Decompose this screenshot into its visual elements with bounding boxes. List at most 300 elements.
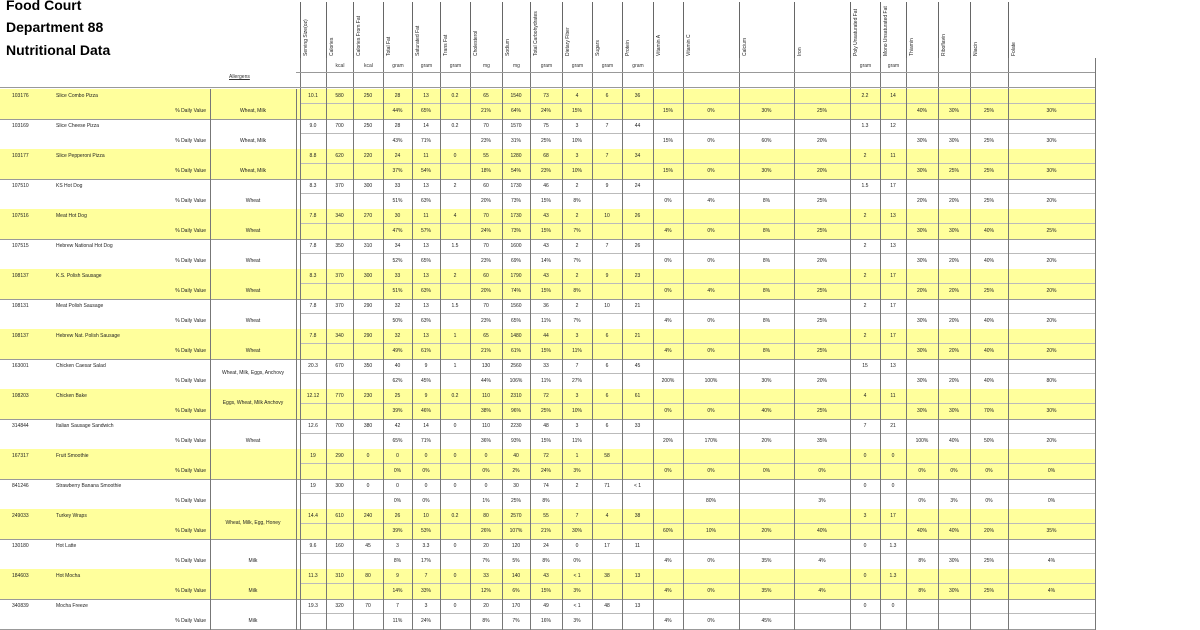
dv-cell: 21% [480, 108, 491, 114]
value-cell: 10 [604, 213, 610, 219]
item-name: Hebrew Nat. Polish Sausage [56, 333, 120, 339]
column-header-label: Sodium [505, 39, 511, 56]
dv-cell: 8% [762, 348, 771, 354]
header-divider [296, 72, 1095, 73]
value-cell: 17 [890, 183, 896, 189]
dv-cell: 20% [948, 258, 959, 264]
dv-cell: 12% [480, 588, 491, 594]
dv-cell [440, 135, 470, 147]
dv-cell: 49% [392, 348, 403, 354]
column-divider [1095, 58, 1096, 630]
dv-cell [906, 615, 938, 627]
dv-cell: 33% [420, 588, 431, 594]
value-cell: 33 [634, 423, 641, 429]
value-cell: 46 [543, 183, 549, 189]
value-cell [653, 150, 683, 162]
dv-cell [326, 315, 353, 327]
column-header [562, 2, 592, 58]
value-cell: 0 [863, 603, 867, 609]
value-cell: 2 [863, 273, 867, 279]
value-cell: 270 [363, 213, 373, 219]
dv-cell [592, 465, 622, 477]
dv-cell: 25% [816, 198, 827, 204]
dv-cell: 0% [707, 108, 715, 114]
value-cell: 20.3 [308, 363, 318, 369]
dv-cell: 25% [983, 198, 994, 204]
dv-cell: 0% [422, 468, 430, 474]
value-cell: 14 [890, 93, 896, 99]
dv-cell: 39% [392, 528, 403, 534]
dv-cell: 20% [662, 438, 673, 444]
unit-cell: gram [383, 60, 412, 72]
value-cell [683, 420, 739, 432]
value-cell: 230 [363, 393, 373, 399]
dv-cell: 10% [571, 168, 582, 174]
value-cell [653, 180, 683, 192]
dv-cell [622, 375, 653, 387]
value-cell: 13 [423, 273, 429, 279]
allergen-cell: Wheat, Milk [239, 168, 267, 174]
dv-cell: 46% [420, 408, 431, 414]
dv-cell: 35% [816, 438, 827, 444]
value-cell: 6 [605, 423, 609, 429]
allergen-cell [210, 465, 296, 477]
column-divider [1008, 58, 1009, 630]
dv-cell [739, 495, 794, 507]
dv-cell: 73% [510, 228, 521, 234]
unit-cell [1008, 60, 1095, 72]
value-cell: 34 [634, 153, 641, 159]
dv-cell: 2% [512, 468, 520, 474]
row-mid-divider [300, 163, 1095, 164]
column-header-label: Calcium [742, 37, 748, 56]
value-cell: 1280 [510, 153, 522, 159]
dv-cell: 15% [662, 138, 673, 144]
dv-cell: 47% [392, 228, 403, 234]
value-cell: 370 [335, 183, 344, 189]
value-cell: 130 [481, 363, 491, 369]
value-cell: 11 [423, 213, 429, 219]
dv-cell: 25% [1046, 228, 1057, 234]
dv-cell [353, 555, 383, 567]
value-cell: 3 [575, 333, 579, 339]
value-cell [683, 570, 739, 582]
table-row [0, 299, 1095, 329]
dv-cell: 0% [707, 318, 715, 324]
item-name: Fruit Smoothie [56, 453, 89, 459]
dv-cell: 30% [1046, 408, 1057, 414]
row-mid-divider [300, 223, 1095, 224]
dv-cell: 25% [816, 228, 827, 234]
value-cell: 7 [575, 363, 579, 369]
dv-cell: 4% [664, 558, 672, 564]
dv-cell: 40% [916, 528, 927, 534]
column-divider [210, 89, 211, 630]
dv-cell [592, 315, 622, 327]
value-cell: 350 [363, 363, 373, 369]
unit-cell: gram [850, 60, 880, 72]
row-mid-divider [300, 133, 1095, 134]
dv-cell: 15% [540, 438, 551, 444]
dv-cell: 0% [707, 558, 715, 564]
value-cell: 0 [453, 603, 457, 609]
value-cell: 17 [890, 303, 896, 309]
dv-cell: 15% [662, 168, 673, 174]
dv-cell [794, 615, 850, 627]
item-code: 103169 [12, 123, 29, 129]
value-cell: 0 [396, 453, 399, 459]
allergen-cell: Wheat, Milk [239, 108, 267, 114]
value-cell: 9.0 [309, 123, 317, 129]
dv-cell: 60% [662, 528, 673, 534]
column-header-label: Protein [625, 40, 631, 56]
unit-cell: kcal [353, 60, 383, 72]
dv-cell [622, 135, 653, 147]
dv-cell [850, 105, 880, 117]
dv-cell [622, 345, 653, 357]
dv-cell: 100% [915, 438, 929, 444]
dv-cell: 54% [510, 168, 521, 174]
dv-cell [592, 225, 622, 237]
value-cell [794, 480, 850, 492]
dv-cell: 20% [1046, 348, 1057, 354]
dv-cell: 40% [948, 438, 959, 444]
column-header [970, 2, 1008, 58]
value-cell: 9 [605, 273, 609, 279]
value-cell [653, 300, 683, 312]
value-cell: 7 [575, 513, 579, 519]
value-cell: 20 [483, 603, 489, 609]
dv-cell: 39% [392, 408, 403, 414]
daily-value-label: % Daily Value [175, 108, 206, 114]
dv-cell [880, 465, 906, 477]
dv-cell: 20% [983, 528, 994, 534]
dv-cell: 80% [705, 498, 716, 504]
dv-cell: 38% [480, 408, 491, 414]
dv-cell [353, 195, 383, 207]
dv-cell: 93% [510, 438, 521, 444]
value-cell [653, 90, 683, 102]
dv-cell: 11% [541, 378, 551, 384]
column-header [412, 2, 440, 58]
value-cell: 140 [511, 573, 521, 579]
allergen-cell: Wheat [245, 438, 261, 444]
value-cell: 0 [424, 453, 428, 459]
dv-cell: 15% [540, 198, 551, 204]
dv-cell [300, 465, 326, 477]
dv-cell: 25% [540, 138, 551, 144]
value-cell: 2 [575, 273, 579, 279]
dv-cell [300, 285, 326, 297]
dv-cell: 21% [480, 348, 491, 354]
column-header-label: Iron [797, 47, 803, 56]
dv-cell [326, 435, 353, 447]
allergens-header: Allergens [229, 74, 250, 80]
dv-cell: 64% [510, 108, 521, 114]
value-cell: 2230 [510, 423, 522, 429]
item-code: 130180 [12, 543, 29, 549]
dv-cell: 7% [573, 228, 581, 234]
dv-cell: 30% [571, 528, 582, 534]
value-cell [739, 540, 794, 552]
value-cell: 1600 [510, 243, 522, 249]
table-row [0, 119, 1095, 149]
daily-value-label: % Daily Value [175, 258, 206, 264]
value-cell: 14.4 [308, 513, 318, 519]
daily-value-label: % Daily Value [175, 168, 206, 174]
value-cell: 7 [863, 423, 867, 429]
dv-cell: 23% [480, 138, 491, 144]
dv-cell: 4% [664, 348, 672, 354]
allergen-cell: Wheat, Milk, Egg, Honey [225, 520, 281, 526]
value-cell: 2310 [510, 393, 522, 399]
dv-cell: 3% [950, 498, 958, 504]
column-header-label: Vitamin A [656, 34, 662, 56]
dv-cell [326, 525, 353, 537]
dv-cell: 20% [948, 288, 959, 294]
dv-cell: 45% [761, 618, 772, 624]
unit-cell: kcal [326, 60, 353, 72]
value-cell: 2 [575, 303, 579, 309]
dv-cell: 35% [761, 588, 772, 594]
dv-cell: 69% [510, 258, 521, 264]
value-cell: 43 [543, 243, 549, 249]
column-header [530, 2, 562, 58]
row-mid-divider [300, 253, 1095, 254]
value-cell: 3 [575, 423, 579, 429]
value-cell: 1730 [510, 213, 522, 219]
value-cell: 74 [543, 483, 549, 489]
column-header [353, 2, 383, 58]
dv-cell: 30% [761, 378, 772, 384]
allergen-cell: Wheat, Milk [239, 138, 267, 144]
dv-cell [850, 345, 880, 357]
dv-cell: 50% [392, 318, 403, 324]
value-cell: 26 [394, 513, 401, 519]
value-cell: 620 [335, 153, 344, 159]
dv-cell [353, 165, 383, 177]
dv-cell: 30% [761, 168, 772, 174]
table-row [0, 239, 1095, 269]
dv-cell [326, 495, 353, 507]
column-divider [739, 58, 740, 630]
value-cell: 13 [423, 303, 429, 309]
dv-cell [850, 375, 880, 387]
value-cell: 110 [482, 423, 490, 429]
dv-cell [938, 615, 970, 627]
value-cell [739, 570, 794, 582]
dv-cell: 24% [480, 228, 491, 234]
value-cell: 290 [363, 303, 373, 309]
dv-cell [592, 585, 622, 597]
value-cell [794, 270, 850, 282]
value-cell: 310 [335, 573, 344, 579]
dv-cell: 0% [707, 168, 715, 174]
value-cell [683, 480, 739, 492]
value-cell: 65 [483, 333, 489, 339]
dv-cell: 4% [664, 618, 672, 624]
unit-cell: gram [440, 60, 470, 72]
table-row [0, 539, 1095, 569]
allergen-cell [210, 495, 296, 507]
daily-value-label: % Daily Value [175, 198, 206, 204]
value-cell [794, 600, 850, 612]
dv-cell [880, 495, 906, 507]
value-cell: 3 [575, 153, 579, 159]
dv-cell: 100% [704, 378, 718, 384]
dv-cell: 8% [762, 318, 771, 324]
table-row [0, 479, 1095, 509]
dv-cell: 3% [818, 498, 826, 504]
value-cell [794, 240, 850, 252]
daily-value-label: % Daily Value [175, 438, 206, 444]
dv-cell [440, 345, 470, 357]
item-name: Slice Cheese Pizza [56, 123, 100, 129]
value-cell: 9 [396, 573, 399, 579]
column-header-label: Cholesterol [473, 30, 479, 56]
allergen-cell: Wheat [245, 318, 261, 324]
column-header-label: Folate [1011, 42, 1017, 56]
dv-cell [592, 285, 622, 297]
unit-cell: gram [530, 60, 562, 72]
dv-cell [880, 615, 906, 627]
value-cell [653, 330, 683, 342]
dv-cell: 15% [540, 288, 551, 294]
dv-cell: 30% [916, 318, 927, 324]
value-cell: 9 [424, 363, 428, 369]
dv-cell [326, 465, 353, 477]
value-cell: 36 [634, 93, 641, 99]
value-cell: 4 [863, 393, 867, 399]
dv-cell [353, 435, 383, 447]
value-cell: 40 [394, 363, 401, 369]
value-cell: 55 [543, 513, 549, 519]
dv-cell: 20% [916, 288, 927, 294]
dv-cell: 73% [510, 198, 521, 204]
dv-cell: 8% [393, 558, 402, 564]
dv-cell: 25% [816, 288, 827, 294]
dv-cell: 14% [540, 258, 551, 264]
value-cell: 73 [543, 93, 549, 99]
dv-cell: 8% [762, 198, 771, 204]
dv-cell [440, 315, 470, 327]
item-name: K.S. Polish Sausage [56, 273, 102, 279]
dv-cell: 4% [818, 588, 826, 594]
dv-cell: 40% [916, 108, 927, 114]
value-cell: 36 [543, 303, 549, 309]
dv-cell [592, 165, 622, 177]
value-cell: 7.8 [309, 243, 317, 249]
dv-cell: 30% [1046, 138, 1057, 144]
dv-cell: 25% [510, 498, 521, 504]
value-cell: 370 [335, 303, 344, 309]
value-cell: 250 [363, 123, 373, 129]
dv-cell [300, 375, 326, 387]
dv-cell [850, 165, 880, 177]
value-cell: 13 [423, 93, 429, 99]
dv-cell: 4% [707, 288, 715, 294]
daily-value-label: % Daily Value [175, 408, 206, 414]
dv-cell [880, 345, 906, 357]
value-cell: 70 [483, 213, 489, 219]
dv-cell: 4% [1047, 558, 1056, 564]
dv-cell [300, 255, 326, 267]
unit-cell [739, 60, 794, 72]
allergen-cell: Milk [248, 558, 258, 564]
value-cell: 350 [335, 243, 344, 249]
dv-cell: 25% [983, 288, 994, 294]
dv-cell [440, 375, 470, 387]
value-cell: 38 [634, 513, 641, 519]
dv-cell [353, 345, 383, 357]
value-cell: 1 [453, 333, 457, 339]
value-cell [739, 90, 794, 102]
table-row [0, 359, 1095, 389]
column-header-label: Trans Fat [443, 34, 449, 56]
value-cell: 320 [335, 603, 344, 609]
dv-cell [622, 285, 653, 297]
dv-cell [592, 555, 622, 567]
row-mid-divider [300, 283, 1095, 284]
value-cell: 610 [335, 513, 344, 519]
dv-cell: 61% [510, 348, 521, 354]
value-cell: 0 [453, 543, 457, 549]
dv-cell: 20% [816, 378, 827, 384]
dv-cell [440, 585, 470, 597]
unit-cell: mg [470, 60, 502, 72]
value-cell: 340 [335, 333, 344, 339]
dv-cell: 25% [816, 408, 827, 414]
value-cell: 0 [484, 483, 488, 489]
value-cell: 70 [483, 123, 489, 129]
value-cell [683, 330, 739, 342]
column-divider [300, 58, 301, 630]
item-name: Slice Pepperoni Pizza [56, 153, 105, 159]
table-row [0, 269, 1095, 299]
value-cell: 21 [634, 303, 641, 309]
value-cell: 1.3 [889, 573, 897, 579]
row-mid-divider [300, 373, 1095, 374]
column-header [470, 2, 502, 58]
value-cell: 3 [396, 543, 399, 549]
value-cell: 32 [394, 303, 401, 309]
item-name: Mocha Freeze [56, 603, 88, 609]
value-cell: 24 [634, 183, 641, 189]
row-mid-divider [300, 493, 1095, 494]
allergen-cell: Milk [248, 618, 258, 624]
column-header [592, 2, 622, 58]
dv-cell: 1% [482, 498, 490, 504]
value-cell [739, 210, 794, 222]
dv-cell: 40% [816, 528, 827, 534]
dv-cell: 51% [392, 198, 403, 204]
dv-cell: 8% [762, 258, 771, 264]
value-cell: 7 [605, 123, 609, 129]
column-divider [326, 58, 327, 630]
value-cell: 3 [575, 123, 579, 129]
dv-cell [326, 585, 353, 597]
value-cell [794, 570, 850, 582]
value-cell [653, 360, 683, 372]
row-mid-divider [300, 103, 1095, 104]
value-cell: 3.3 [422, 543, 430, 549]
value-cell: 17 [890, 513, 896, 519]
column-header [938, 2, 970, 58]
value-cell: 3 [863, 513, 867, 519]
row-mid-divider [300, 523, 1095, 524]
dv-cell [850, 435, 880, 447]
dv-cell [880, 195, 906, 207]
